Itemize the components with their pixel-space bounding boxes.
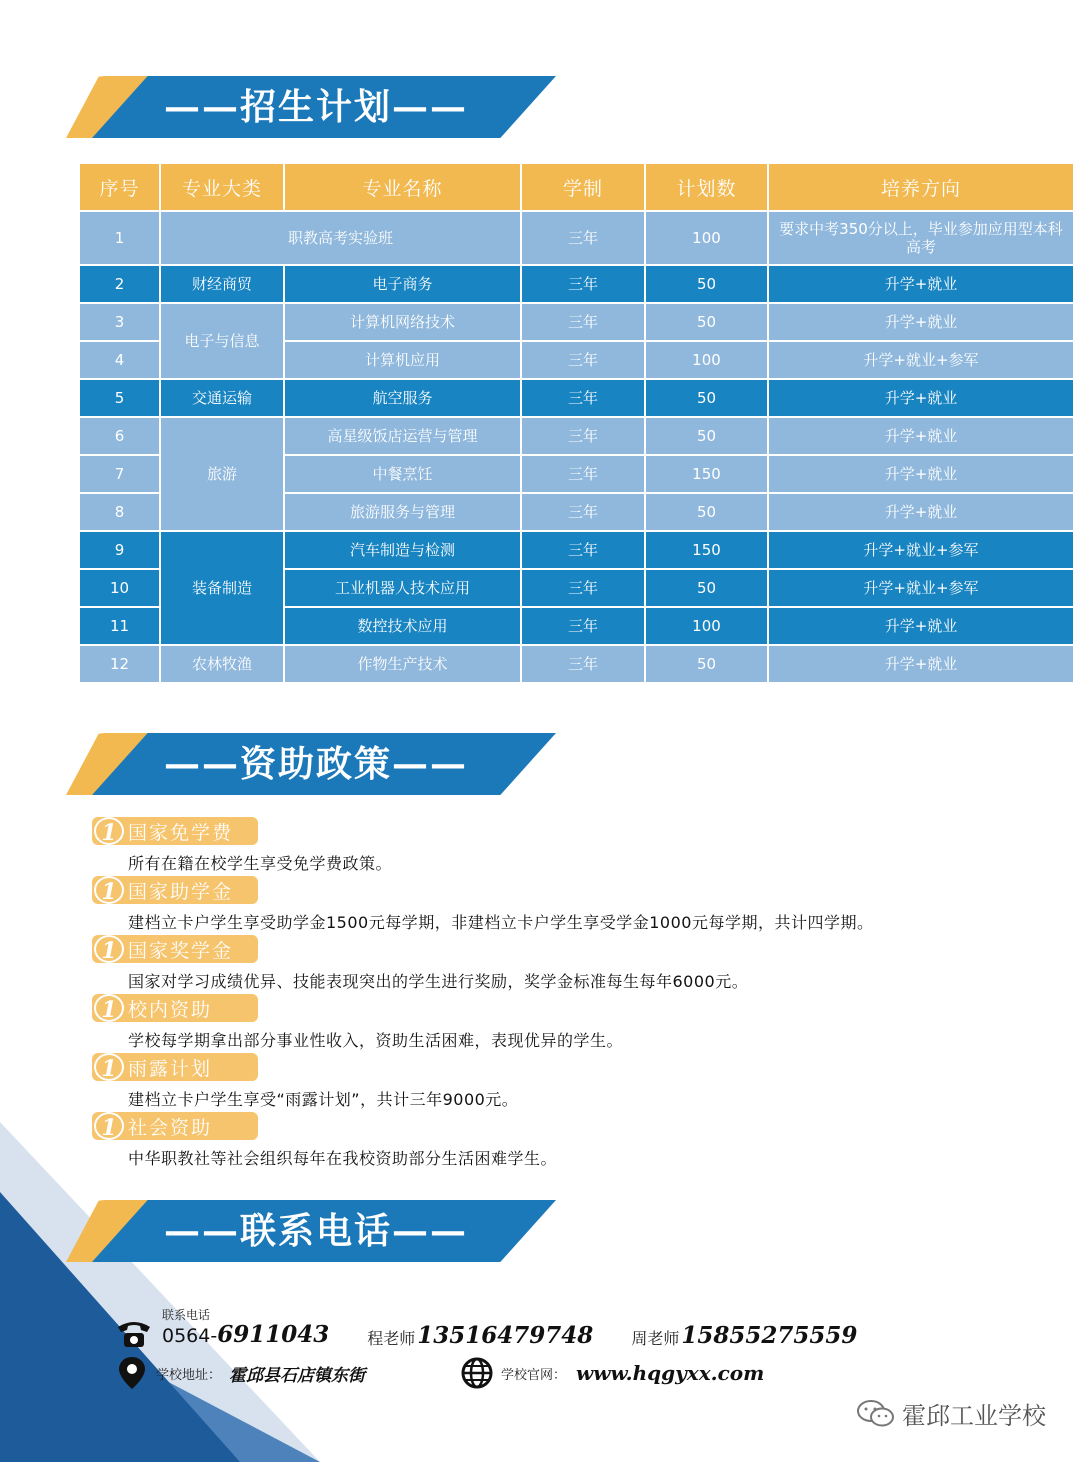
area-code: 0564- xyxy=(162,1325,218,1347)
policy-item xyxy=(92,1053,518,1110)
phone-label: 联系电话 xyxy=(162,1308,211,1322)
cell-direction: 升学+就业 xyxy=(768,379,1074,417)
location-pin-icon xyxy=(118,1356,146,1390)
table-row xyxy=(79,417,1074,455)
cell-years: 三年 xyxy=(521,455,645,493)
table-row xyxy=(79,531,1074,569)
policy-description: 所有在籍在校学生享受免学费政策。 xyxy=(128,854,393,873)
header-major: 专业名称 xyxy=(284,163,521,211)
cell-major: 高星级饭店运营与管理 xyxy=(284,417,521,455)
policy-tag xyxy=(92,1053,258,1081)
cell-years: 三年 xyxy=(521,341,645,379)
policy-tag xyxy=(92,817,258,845)
policy-title: 国家助学金 xyxy=(128,880,234,903)
section-banner-aid xyxy=(66,733,556,795)
policy-tag xyxy=(92,935,258,963)
address-value: 霍邱县石店镇东街 xyxy=(229,1365,366,1386)
policy-item xyxy=(92,817,392,874)
cell-years: 三年 xyxy=(521,379,645,417)
cell-major: 汽车制造与检测 xyxy=(284,531,521,569)
cell-major: 中餐烹饪 xyxy=(284,455,521,493)
cell-no: 9 xyxy=(79,531,160,569)
policy-title: 社会资助 xyxy=(128,1116,213,1139)
cell-years: 三年 xyxy=(521,417,645,455)
cell-major: 航空服务 xyxy=(284,379,521,417)
cell-category: 农林牧渔 xyxy=(160,645,284,683)
cell-category: 装备制造 xyxy=(160,531,284,645)
header-years: 学制 xyxy=(521,163,645,211)
policy-tag xyxy=(92,876,258,904)
policy-description: 建档立卡户学生享受助学金1500元每学期，非建档立卡户学生享受学金1000元每学期，共计四学期。 xyxy=(128,913,874,932)
cell-direction: 升学+就业 xyxy=(768,607,1074,645)
cell-category: 旅游 xyxy=(160,417,284,531)
cell-no: 2 xyxy=(79,265,160,303)
section-title-aid: ——资助政策—— xyxy=(163,743,468,785)
wechat-icon xyxy=(856,1399,896,1429)
cell-years: 三年 xyxy=(521,211,645,265)
section-banner-plan xyxy=(66,76,556,138)
cell-no: 5 xyxy=(79,379,160,417)
phone-digits: 6911043 xyxy=(217,1321,330,1348)
cell-years: 三年 xyxy=(521,303,645,341)
policy-description: 国家对学习成绩优异、技能表现突出的学生进行奖励，奖学金标准每生每年6000元。 xyxy=(128,972,749,991)
policy-item xyxy=(92,1112,557,1169)
cell-count: 50 xyxy=(645,417,768,455)
cell-category: 电子与信息 xyxy=(160,303,284,379)
policy-description: 中华职教社等社会组织每年在我校资助部分生活困难学生。 xyxy=(128,1149,558,1168)
teacher2-label: 周老师 xyxy=(631,1329,680,1348)
policy-item xyxy=(92,935,748,992)
cell-count: 100 xyxy=(645,607,768,645)
cell-years: 三年 xyxy=(521,531,645,569)
cell-direction: 升学+就业+参军 xyxy=(768,569,1074,607)
cell-direction: 升学+就业+参军 xyxy=(768,531,1074,569)
policy-title: 校内资助 xyxy=(128,998,213,1021)
address-label: 学校地址： xyxy=(156,1367,222,1383)
policy-number-badge: 1 xyxy=(94,935,124,963)
policy-description: 建档立卡户学生享受“雨露计划”，共计三年9000元。 xyxy=(128,1090,519,1109)
policy-title: 国家奖学金 xyxy=(128,939,234,962)
section-title-plan: ——招生计划—— xyxy=(163,86,468,128)
policy-number-badge: 1 xyxy=(94,1053,124,1081)
teacher1-phone[interactable]: 13516479748 xyxy=(417,1322,594,1349)
section-title-contact: ——联系电话—— xyxy=(163,1210,468,1252)
teacher2-phone[interactable]: 15855275559 xyxy=(681,1322,858,1349)
policy-title: 雨露计划 xyxy=(128,1057,213,1080)
cell-direction: 升学+就业+参军 xyxy=(768,341,1074,379)
cell-count: 50 xyxy=(645,265,768,303)
globe-icon xyxy=(461,1357,493,1389)
contact-address-web xyxy=(118,1356,764,1390)
website-label: 学校官网： xyxy=(501,1367,567,1383)
table-row xyxy=(79,645,1074,683)
table-row xyxy=(79,211,1074,265)
wechat-watermark xyxy=(856,1396,1046,1431)
cell-direction: 升学+就业 xyxy=(768,645,1074,683)
cell-years: 三年 xyxy=(521,607,645,645)
website-link[interactable]: www.hqgyxx.com xyxy=(576,1361,765,1385)
policy-number-badge: 1 xyxy=(94,994,124,1022)
policy-number-badge: 1 xyxy=(94,817,124,845)
cell-major: 工业机器人技术应用 xyxy=(284,569,521,607)
contact-phones xyxy=(114,1306,857,1349)
cell-major: 作物生产技术 xyxy=(284,645,521,683)
cell-no: 11 xyxy=(79,607,160,645)
cell-years: 三年 xyxy=(521,265,645,303)
cell-count: 100 xyxy=(645,341,768,379)
enrollment-plan-table xyxy=(78,162,1075,684)
cell-major: 数控技术应用 xyxy=(284,607,521,645)
cell-count: 50 xyxy=(645,493,768,531)
main-phone-block xyxy=(162,1306,329,1349)
cell-years: 三年 xyxy=(521,645,645,683)
cell-no: 6 xyxy=(79,417,160,455)
table-row xyxy=(79,303,1074,341)
phone-icon xyxy=(114,1317,154,1349)
header-direction: 培养方向 xyxy=(768,163,1074,211)
cell-no: 1 xyxy=(79,211,160,265)
policy-tag xyxy=(92,994,258,1022)
cell-major: 计算机应用 xyxy=(284,341,521,379)
cell-major: 电子商务 xyxy=(284,265,521,303)
cell-major: 职教高考实验班 xyxy=(160,211,521,265)
cell-direction: 升学+就业 xyxy=(768,265,1074,303)
policy-description: 学校每学期拿出部分事业性收入，资助生活困难，表现优异的学生。 xyxy=(128,1031,624,1050)
cell-no: 4 xyxy=(79,341,160,379)
cell-direction: 升学+就业 xyxy=(768,417,1074,455)
cell-category: 交通运输 xyxy=(160,379,284,417)
cell-count: 50 xyxy=(645,645,768,683)
cell-major: 计算机网络技术 xyxy=(284,303,521,341)
cell-no: 12 xyxy=(79,645,160,683)
cell-count: 50 xyxy=(645,379,768,417)
cell-no: 7 xyxy=(79,455,160,493)
header-no: 序号 xyxy=(79,163,160,211)
cell-count: 150 xyxy=(645,531,768,569)
cell-no: 3 xyxy=(79,303,160,341)
cell-direction: 升学+就业 xyxy=(768,493,1074,531)
policy-item xyxy=(92,876,873,933)
cell-count: 150 xyxy=(645,455,768,493)
policy-item xyxy=(92,994,623,1051)
cell-years: 三年 xyxy=(521,569,645,607)
header-count: 计划数 xyxy=(645,163,768,211)
cell-count: 100 xyxy=(645,211,768,265)
cell-count: 50 xyxy=(645,569,768,607)
cell-direction: 升学+就业 xyxy=(768,455,1074,493)
table-header-row xyxy=(79,163,1074,211)
teacher1-label: 程老师 xyxy=(367,1329,416,1348)
watermark-text: 霍邱工业学校 xyxy=(902,1402,1046,1430)
policy-number-badge: 1 xyxy=(94,1112,124,1140)
cell-major: 旅游服务与管理 xyxy=(284,493,521,531)
table-row xyxy=(79,265,1074,303)
table-row xyxy=(79,379,1074,417)
section-banner-contact xyxy=(66,1200,556,1262)
cell-count: 50 xyxy=(645,303,768,341)
cell-no: 8 xyxy=(79,493,160,531)
cell-no: 10 xyxy=(79,569,160,607)
main-phone-number[interactable] xyxy=(162,1323,329,1349)
header-category: 专业大类 xyxy=(160,163,284,211)
cell-direction: 升学+就业 xyxy=(768,303,1074,341)
cell-category: 财经商贸 xyxy=(160,265,284,303)
policy-title: 国家免学费 xyxy=(128,821,234,844)
policy-tag xyxy=(92,1112,258,1140)
cell-years: 三年 xyxy=(521,493,645,531)
cell-direction: 要求中考350分以上，毕业参加应用型本科高考 xyxy=(768,211,1074,265)
policy-number-badge: 1 xyxy=(94,876,124,904)
